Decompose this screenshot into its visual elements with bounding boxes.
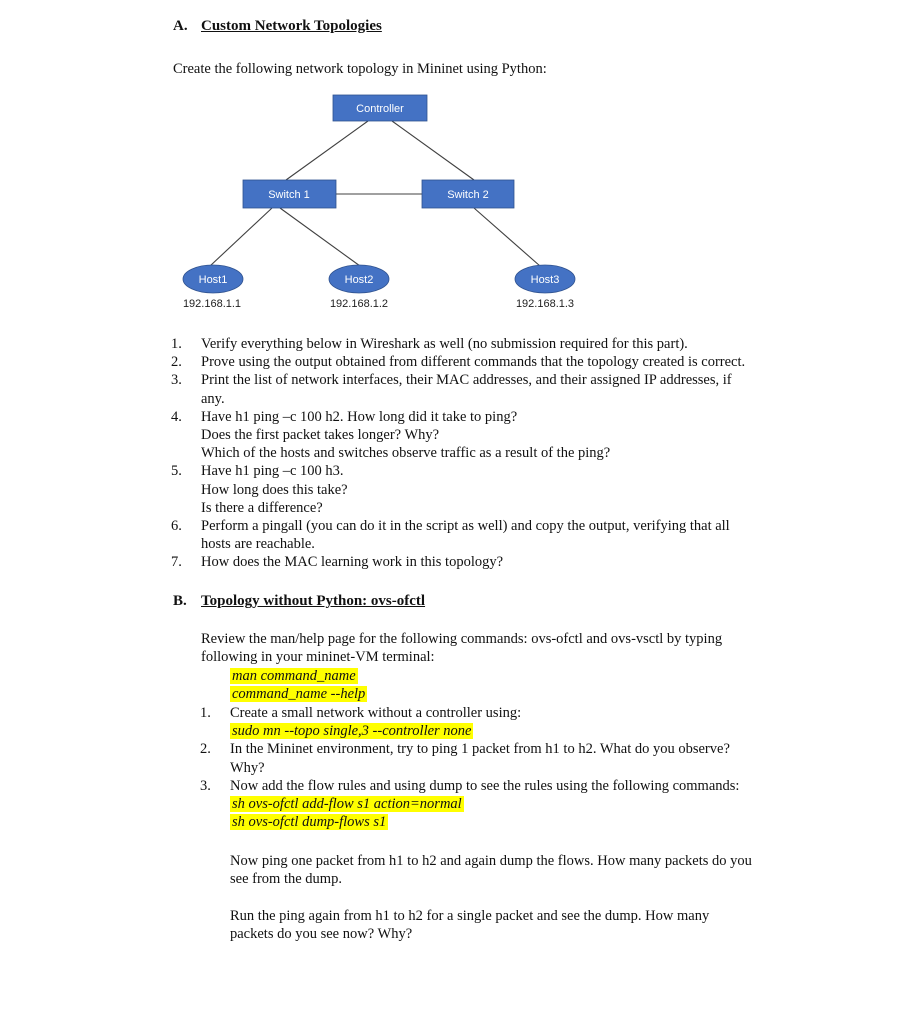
- list-text: Is there a difference?: [201, 499, 323, 516]
- code-mn-command: sudo mn --topo single,3 --controller none: [232, 723, 472, 740]
- section-b-letter: B.: [173, 593, 187, 609]
- list-text: Prove using the output obtained from different commands that the topology created is correct.: [201, 354, 746, 371]
- paragraph-line: Now ping one packet from h1 to h2 and again dump the flows. How many packets do you: [230, 853, 752, 869]
- switch1-label: Switch 1: [268, 189, 310, 201]
- link-switch1-host1: [210, 208, 272, 266]
- list-text: Verify everything below in Wireshark as well (no submission required for this part).: [201, 336, 688, 352]
- section-a-letter: A.: [173, 18, 188, 34]
- list-item: [171, 371, 813, 407]
- list-number: 3.: [200, 777, 211, 794]
- host3-label: Host3: [530, 274, 560, 286]
- section-b-steps: [200, 704, 810, 831]
- section-b-review: [201, 630, 811, 666]
- list-text: Create a small network without a controller using:: [230, 705, 522, 721]
- code-add-flow: sh ovs-ofctl add-flow s1 action=normal: [232, 796, 462, 812]
- host1-label: Host1: [198, 274, 228, 286]
- host2-label: Host2: [344, 274, 374, 286]
- list-number: 6.: [171, 518, 182, 535]
- link-controller-switch2: [392, 121, 474, 180]
- link-switch2-host3: [474, 208, 540, 266]
- controller-label: Controller: [356, 103, 404, 115]
- review-line: following in your mininet-VM terminal:: [201, 649, 435, 666]
- list-item: [171, 462, 813, 517]
- paragraph-line: Run the ping again from h1 to h2 for a single packet and see the dump. How many: [230, 908, 710, 924]
- list-item: [171, 553, 813, 571]
- list-text: Perform a pingall (you can do it in the script as well) and copy the output, verifying that all: [201, 518, 730, 535]
- code-man-command: man command_name: [232, 668, 356, 684]
- list-item: [200, 704, 810, 740]
- code-dump-flows: sh ovs-ofctl dump-flows s1: [232, 814, 387, 831]
- list-text: How long does this take?: [201, 481, 348, 498]
- paragraph-line: see from the dump.: [230, 871, 342, 888]
- section-a-questions: [171, 335, 813, 572]
- list-number: 5.: [171, 463, 182, 480]
- list-number: 1.: [171, 336, 182, 352]
- paragraph-ping-dump: [230, 852, 820, 888]
- list-text: any.: [201, 390, 225, 407]
- list-text: hosts are reachable.: [201, 536, 315, 553]
- list-item: [171, 517, 813, 553]
- list-text: Have h1 ping –c 100 h2. How long did it take to ping?: [201, 408, 518, 425]
- list-number: 2.: [200, 741, 211, 758]
- section-b-title: Topology without Python: ovs-ofctl: [201, 593, 426, 609]
- help-commands: [230, 667, 367, 703]
- switch2-label: Switch 2: [447, 189, 489, 201]
- host1-ip: 192.168.1.1: [182, 298, 242, 310]
- link-controller-switch1: [286, 121, 368, 180]
- code-help-command: command_name --help: [232, 686, 366, 703]
- list-number: 3.: [171, 372, 182, 389]
- list-item: [171, 353, 813, 371]
- section-b-heading: [173, 593, 425, 610]
- list-text: Print the list of network interfaces, their MAC addresses, and their assigned IP addresses, if: [201, 372, 732, 389]
- paragraph-line: packets do you see now? Why?: [230, 926, 413, 943]
- paragraph-ping-again: [230, 907, 820, 943]
- list-text: How does the MAC learning work in this topology?: [201, 554, 504, 571]
- link-switch1-host2: [280, 208, 360, 266]
- host2-ip: 192.168.1.2: [329, 298, 389, 310]
- list-item: [200, 740, 810, 776]
- list-text: Why?: [230, 759, 265, 776]
- list-item: [200, 777, 810, 832]
- section-a-title: Custom Network Topologies: [201, 18, 382, 34]
- list-item: [171, 335, 813, 353]
- list-text: In the Mininet environment, try to ping 1 packet from h1 to h2. What do you observe?: [230, 741, 730, 758]
- list-text: Does the first packet takes longer? Why?: [201, 427, 440, 444]
- list-number: 1.: [200, 705, 211, 721]
- section-a-intro: Create the following network topology in Mininet using Python:: [173, 61, 547, 77]
- list-text: Which of the hosts and switches observe traffic as a result of the ping?: [201, 445, 611, 462]
- host3-ip: 192.168.1.3: [515, 298, 575, 310]
- list-number: 4.: [171, 408, 182, 425]
- list-number: 7.: [171, 554, 182, 571]
- list-number: 2.: [171, 354, 182, 371]
- review-line: Review the man/help page for the following commands: ovs-ofctl and ovs-vsctl by typing: [201, 631, 723, 647]
- list-text: Now add the flow rules and using dump to see the rules using the following commands:: [230, 777, 740, 794]
- topology-diagram: [160, 88, 600, 318]
- list-item: [171, 408, 813, 463]
- section-a-heading: [173, 18, 382, 35]
- list-text: Have h1 ping –c 100 h3.: [201, 463, 344, 480]
